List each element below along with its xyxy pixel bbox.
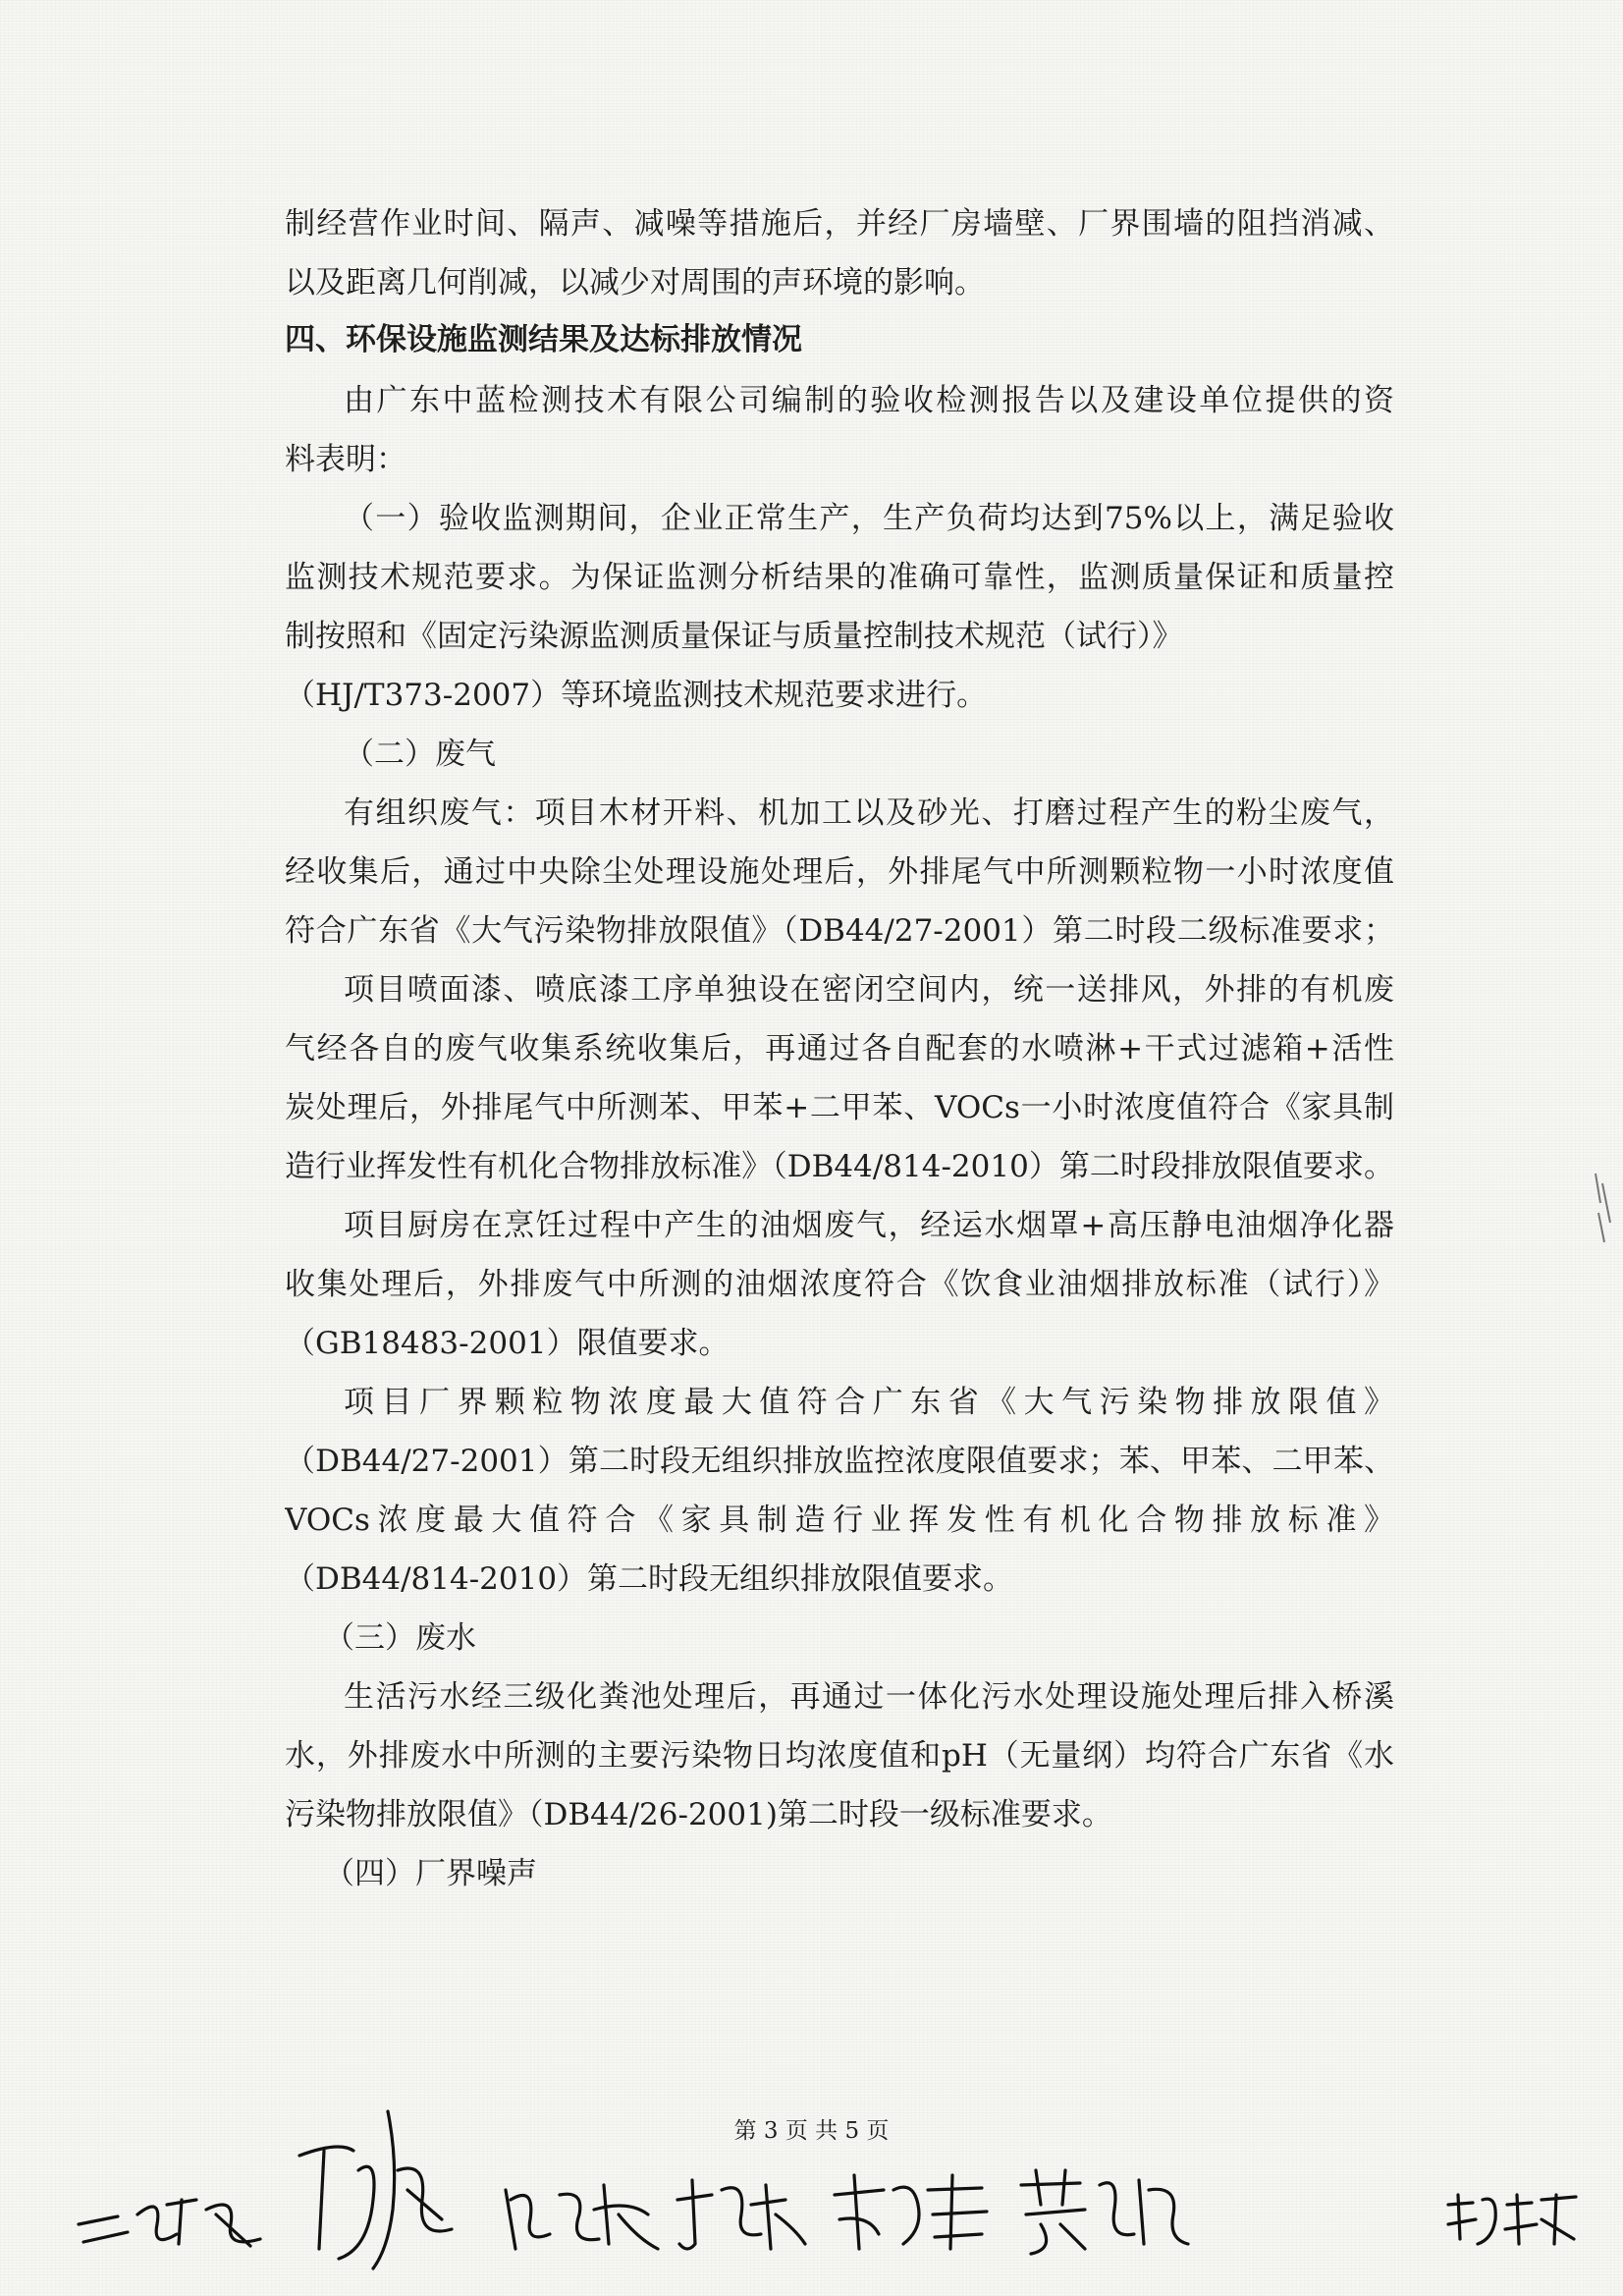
text-line: 制经营作业时间、隔声、减噪等措施后，并经厂房墙壁、厂界围墙的阻挡消减、 xyxy=(285,206,1394,242)
signature-4 xyxy=(668,2160,815,2259)
text-line: 由广东中蓝检测技术有限公司编制的验收检测报告以及建设单位提供的资 xyxy=(344,383,1394,418)
signature-5 xyxy=(825,2160,1001,2259)
text-line: 生活污水经三级化粪池处理后，再通过一体化污水处理设施处理后排入桥溪 xyxy=(344,1679,1394,1715)
text-line: （GB18483-2001）限值要求。 xyxy=(285,1326,730,1361)
text-line: （HJ/T373-2007）等环境监测技术规范要求进行。 xyxy=(285,678,988,713)
text-line: 项目厂界颗粒物浓度最大值符合广东省《大气污染物排放限值》 xyxy=(344,1385,1394,1420)
signature-6 xyxy=(1011,2156,1198,2259)
page-number: 第 3 页 共 5 页 xyxy=(733,2118,890,2144)
subsection-heading: （三）废水 xyxy=(324,1620,476,1656)
text-line: 造行业挥发性有机化合物排放标准》（DB44/814-2010）第二时段排放限值要求。 xyxy=(285,1149,1394,1184)
text-line: 监测技术规范要求。为保证监测分析结果的准确可靠性，监测质量保证和质量控 xyxy=(285,560,1394,595)
text-line: 气经各自的废气收集系统收集后，再通过各自配套的水喷淋+干式过滤箱+活性 xyxy=(285,1031,1394,1066)
text-line: 水，外排废水中所测的主要污染物日均浓度值和pH（无量纲）均符合广东省《水 xyxy=(285,1738,1394,1774)
text-line: 经收集后，通过中央除尘处理设施处理后，外排尾气中所测颗粒物一小时浓度值 xyxy=(285,854,1394,890)
text-line: 炭处理后，外排尾气中所测苯、甲苯+二甲苯、VOCs一小时浓度值符合《家具制 xyxy=(285,1090,1394,1125)
signature-7 xyxy=(1438,2185,1586,2264)
text-line: 制按照和《固定污染源监测质量保证与质量控制技术规范（试行）》 xyxy=(285,619,1183,654)
text-line: 污染物排放限值》（DB44/26-2001)第二时段一级标准要求。 xyxy=(285,1797,1112,1832)
subsection-heading: （二）废气 xyxy=(344,737,496,772)
text-line: 以及距离几何削减，以减少对周围的声环境的影响。 xyxy=(285,265,985,301)
text-line: （一）验收监测期间，企业正常生产，生产负荷均达到75%以上，满足验收 xyxy=(344,501,1394,536)
text-line: 项目喷面漆、喷底漆工序单独设在密闭空间内，统一送排风，外排的有机废 xyxy=(344,972,1394,1008)
signature-3 xyxy=(491,2156,668,2264)
text-line: （DB44/814-2010）第二时段无组织排放限值要求。 xyxy=(285,1561,1014,1597)
scan-mark xyxy=(1591,1164,1620,1252)
signature-2 xyxy=(280,2102,476,2278)
subsection-heading: （四）厂界噪声 xyxy=(324,1856,537,1891)
text-line: 有组织废气：项目木材开料、机加工以及砂光、打磨过程产生的粉尘废气， xyxy=(344,795,1394,831)
section-heading: 四、环保设施监测结果及达标排放情况 xyxy=(285,322,802,357)
text-line: 项目厨房在烹饪过程中产生的油烟废气，经运水烟罩+高压静电油烟净化器 xyxy=(344,1208,1394,1243)
text-line: 收集处理后，外排废气中所测的油烟浓度符合《饮食业油烟排放标准（试行）》 xyxy=(285,1267,1394,1302)
text-line: 符合广东省《大气污染物排放限值》（DB44/27-2001）第二时段二级标准要求； xyxy=(285,913,1394,949)
text-line: 料表明： xyxy=(285,442,406,477)
text-line: VOCs浓度最大值符合《家具制造行业挥发性有机化合物排放标准》 xyxy=(285,1503,1394,1538)
signature-1 xyxy=(69,2156,275,2264)
text-line: （DB44/27-2001）第二时段无组织排放监控浓度限值要求；苯、甲苯、二甲苯、 xyxy=(285,1444,1394,1479)
